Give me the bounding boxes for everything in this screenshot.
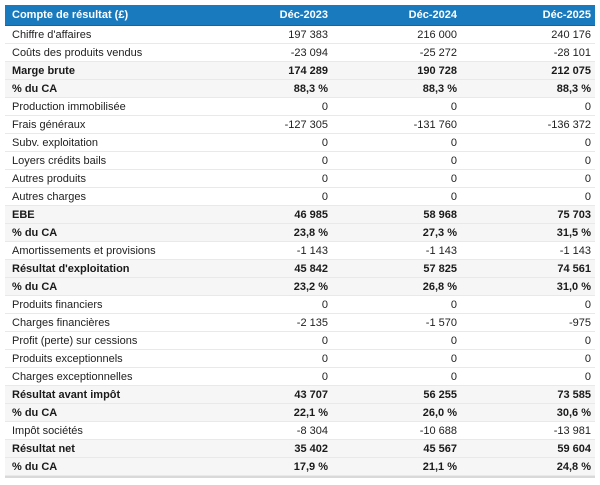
table-row <box>5 278 595 296</box>
cell-value: -28 101 <box>461 44 595 62</box>
cell-value: 0 <box>210 296 332 314</box>
cell-value: -8 304 <box>210 422 332 440</box>
table-row <box>5 134 595 152</box>
row-label: Charges financières <box>5 314 210 332</box>
table-row <box>5 188 595 206</box>
cell-value: 0 <box>210 188 332 206</box>
column-header-dec-2025: Déc-2025 <box>461 5 595 26</box>
cell-value: -2 135 <box>210 314 332 332</box>
cell-value: -127 305 <box>210 116 332 134</box>
table-row <box>5 422 595 440</box>
table-row <box>5 296 595 314</box>
row-label: % du CA <box>5 224 210 242</box>
cell-value: 0 <box>461 332 595 350</box>
table-row <box>5 62 595 80</box>
row-label: Autres charges <box>5 188 210 206</box>
cell-value: 197 383 <box>210 26 332 44</box>
row-label: Subv. exploitation <box>5 134 210 152</box>
cell-value: 24,8 % <box>461 458 595 476</box>
table-row <box>5 260 595 278</box>
cell-value: 31,0 % <box>461 278 595 296</box>
cell-value: 75 703 <box>461 206 595 224</box>
cell-value: 31,5 % <box>461 224 595 242</box>
cell-value: 0 <box>210 98 332 116</box>
cell-value: 0 <box>332 368 461 386</box>
cell-value: 0 <box>332 134 461 152</box>
cell-value: 57 825 <box>332 260 461 278</box>
cell-value: 0 <box>461 350 595 368</box>
cell-value: 0 <box>332 152 461 170</box>
cell-value: 59 604 <box>461 440 595 458</box>
row-label: Résultat net <box>5 440 210 458</box>
cell-value: -975 <box>461 314 595 332</box>
cell-value: 23,2 % <box>210 278 332 296</box>
table-body <box>5 26 595 476</box>
cell-value: 45 567 <box>332 440 461 458</box>
table-header-row <box>5 5 595 26</box>
cell-value: 0 <box>461 296 595 314</box>
cell-value: 0 <box>461 368 595 386</box>
cell-value: 190 728 <box>332 62 461 80</box>
cell-value: 0 <box>210 368 332 386</box>
cell-value: 73 585 <box>461 386 595 404</box>
table-row <box>5 368 595 386</box>
cell-value: 0 <box>332 332 461 350</box>
row-label: Charges exceptionnelles <box>5 368 210 386</box>
table-row <box>5 98 595 116</box>
cell-value: 26,8 % <box>332 278 461 296</box>
cell-value: 0 <box>332 170 461 188</box>
row-label: Profit (perte) sur cessions <box>5 332 210 350</box>
table-row <box>5 386 595 404</box>
row-label: Coûts des produits vendus <box>5 44 210 62</box>
cell-value: 0 <box>210 350 332 368</box>
cell-value: -13 981 <box>461 422 595 440</box>
table-row <box>5 44 595 62</box>
cell-value: 88,3 % <box>210 80 332 98</box>
row-label: % du CA <box>5 80 210 98</box>
row-label: Loyers crédits bails <box>5 152 210 170</box>
table-header <box>5 5 595 26</box>
table-row <box>5 440 595 458</box>
table-title: Compte de résultat (£) <box>5 5 210 26</box>
table-row <box>5 170 595 188</box>
table-row <box>5 116 595 134</box>
cell-value: 26,0 % <box>332 404 461 422</box>
cell-value: 0 <box>210 134 332 152</box>
cell-value: 174 289 <box>210 62 332 80</box>
cell-value: 56 255 <box>332 386 461 404</box>
cell-value: 22,1 % <box>210 404 332 422</box>
cell-value: 17,9 % <box>210 458 332 476</box>
column-header-dec-2024: Déc-2024 <box>332 5 461 26</box>
cell-value: 21,1 % <box>332 458 461 476</box>
cell-value: 0 <box>461 134 595 152</box>
table-row <box>5 242 595 260</box>
cell-value: 35 402 <box>210 440 332 458</box>
row-label: Marge brute <box>5 62 210 80</box>
table-row <box>5 314 595 332</box>
cell-value: 0 <box>461 152 595 170</box>
cell-value: -1 570 <box>332 314 461 332</box>
cell-value: -1 143 <box>332 242 461 260</box>
cell-value: 212 075 <box>461 62 595 80</box>
row-label: Amortissements et provisions <box>5 242 210 260</box>
cell-value: 43 707 <box>210 386 332 404</box>
cell-value: 240 176 <box>461 26 595 44</box>
row-label: Résultat d'exploitation <box>5 260 210 278</box>
row-label: Impôt sociétés <box>5 422 210 440</box>
cell-value: 27,3 % <box>332 224 461 242</box>
income-statement-table <box>5 5 595 476</box>
table-row <box>5 80 595 98</box>
row-label: EBE <box>5 206 210 224</box>
cell-value: 30,6 % <box>461 404 595 422</box>
cell-value: 216 000 <box>332 26 461 44</box>
cell-value: -1 143 <box>461 242 595 260</box>
cell-value: 58 968 <box>332 206 461 224</box>
cell-value: 0 <box>332 98 461 116</box>
cell-value: 0 <box>461 188 595 206</box>
row-label: Frais généraux <box>5 116 210 134</box>
table-row <box>5 152 595 170</box>
cell-value: 0 <box>210 152 332 170</box>
cell-value: 46 985 <box>210 206 332 224</box>
cell-value: 0 <box>461 170 595 188</box>
row-label: Production immobilisée <box>5 98 210 116</box>
row-label: % du CA <box>5 404 210 422</box>
row-label: % du CA <box>5 458 210 476</box>
table-row <box>5 458 595 476</box>
row-label: Produits financiers <box>5 296 210 314</box>
row-label: % du CA <box>5 278 210 296</box>
cell-value: -25 272 <box>332 44 461 62</box>
cell-value: 74 561 <box>461 260 595 278</box>
cell-value: 0 <box>332 350 461 368</box>
cell-value: 0 <box>210 170 332 188</box>
income-statement-table-container <box>5 5 595 478</box>
row-label: Autres produits <box>5 170 210 188</box>
row-label: Résultat avant impôt <box>5 386 210 404</box>
table-row <box>5 350 595 368</box>
row-label: Chiffre d'affaires <box>5 26 210 44</box>
cell-value: 45 842 <box>210 260 332 278</box>
cell-value: 0 <box>210 332 332 350</box>
table-row <box>5 224 595 242</box>
table-row <box>5 404 595 422</box>
cell-value: -1 143 <box>210 242 332 260</box>
cell-value: 0 <box>461 98 595 116</box>
cell-value: 0 <box>332 296 461 314</box>
cell-value: 0 <box>332 188 461 206</box>
cell-value: 88,3 % <box>461 80 595 98</box>
cell-value: 23,8 % <box>210 224 332 242</box>
cell-value: 88,3 % <box>332 80 461 98</box>
column-header-dec-2023: Déc-2023 <box>210 5 332 26</box>
row-label: Produits exceptionnels <box>5 350 210 368</box>
cell-value: -23 094 <box>210 44 332 62</box>
table-row <box>5 332 595 350</box>
cell-value: -131 760 <box>332 116 461 134</box>
cell-value: -136 372 <box>461 116 595 134</box>
table-row <box>5 206 595 224</box>
table-row <box>5 26 595 44</box>
cell-value: -10 688 <box>332 422 461 440</box>
